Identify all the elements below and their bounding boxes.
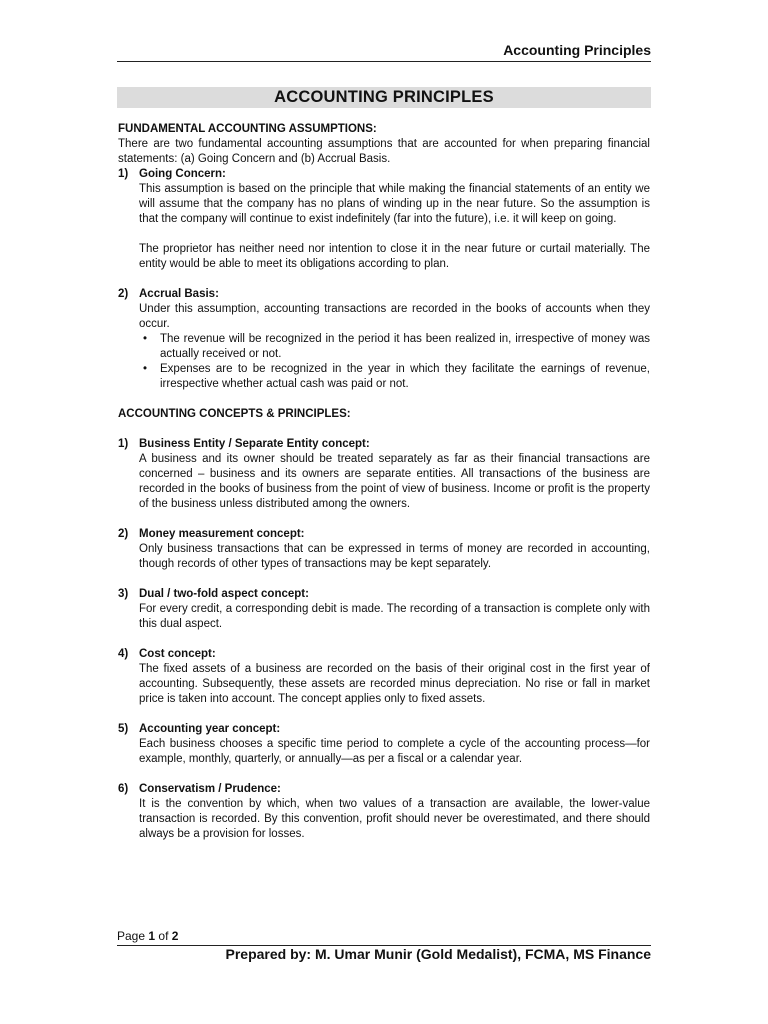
item-number: 1)	[118, 438, 129, 450]
item-paragraph: Each business chooses a specific time period to complete a cycle of the accounting process—for example, monthly, quarterly, or annually—as per a fiscal or a calendar year.	[139, 738, 650, 765]
prepared-by: Prepared by: M. Umar Munir (Gold Medalist), FCMA, MS Finance	[225, 946, 651, 962]
item-paragraph: Only business transactions that can be expressed in terms of money are recorded in accounting, though records of other types of transactions may be kept separately.	[139, 543, 650, 570]
assumption-item-going-concern	[118, 167, 650, 272]
page-number	[117, 929, 178, 943]
bullet-icon: •	[143, 333, 148, 345]
list-item	[139, 362, 650, 392]
item-number: 2)	[118, 528, 129, 540]
concept-item-accounting-year	[118, 722, 650, 767]
bullet-text: The revenue will be recognized in the period it has been realized in, irrespective of money was actually received or not.	[160, 333, 650, 360]
section-heading-concepts: ACCOUNTING CONCEPTS & PRINCIPLES:	[118, 408, 351, 420]
page-word: Page	[117, 929, 146, 943]
item-paragraph: It is the convention by which, when two values of a transaction are available, the lower-value transaction is recorded. By this convention, profit should never be overestimated, and there should always be a provision for losses.	[139, 798, 650, 840]
item-number: 1)	[118, 168, 129, 180]
concept-item-cost	[118, 647, 650, 707]
item-heading: Accounting year concept:	[139, 723, 281, 735]
item-number: 2)	[118, 288, 129, 300]
item-paragraph: The fixed assets of a business are recorded on the basis of their original cost in the first year of accounting. Subsequently, these assets are recorded minus depreciation. No rise or fall in market price is taken into account. The concept applies only to fixed assets.	[139, 663, 650, 705]
item-paragraph: Under this assumption, accounting transactions are recorded in the books of accounts when they occur.	[139, 303, 650, 330]
item-heading: Cost concept:	[139, 648, 216, 660]
section-heading-assumptions: FUNDAMENTAL ACCOUNTING ASSUMPTIONS:	[118, 123, 377, 135]
item-number: 4)	[118, 648, 129, 660]
assumption-item-accrual-basis	[118, 287, 650, 392]
assumptions-intro: There are two fundamental accounting assumptions that are accounted for when preparing financial statements: (a) Going Concern and (b) Accrual Basis.	[118, 138, 650, 165]
list-item	[139, 332, 650, 362]
item-number: 3)	[118, 588, 129, 600]
item-paragraph: The proprietor has neither need nor intention to close it in the near future or curtail materially. The entity would be able to meet its obligations according to plan.	[139, 243, 650, 270]
item-heading: Business Entity / Separate Entity concept:	[139, 438, 370, 450]
concept-item-dual-aspect	[118, 587, 650, 632]
bullet-list	[139, 332, 650, 392]
concept-item-conservatism	[118, 782, 650, 842]
item-heading: Conservatism / Prudence:	[139, 783, 281, 795]
header-rule	[117, 61, 651, 62]
concept-item-money-measurement	[118, 527, 650, 572]
bullet-icon: •	[143, 363, 148, 375]
running-header: Accounting Principles	[503, 42, 651, 58]
page-of: of	[158, 929, 169, 943]
item-paragraph: This assumption is based on the principle that while making the financial statements of an entity we will assume that the company has no plans of winding up in the near future. So the assumption is that the company will continue to exist indefinitely (far into the future), i.e. it will keep on going.	[139, 183, 650, 225]
item-number: 5)	[118, 723, 129, 735]
page-current: 1	[148, 929, 156, 943]
item-paragraph: For every credit, a corresponding debit is made. The recording of a transaction is complete only with this dual aspect.	[139, 603, 650, 630]
item-heading: Money measurement concept:	[139, 528, 305, 540]
item-paragraph: A business and its owner should be treated separately as far as their financial transactions are concerned – business and its owners are separate entities. All transactions of the business are recorded in the books of business from the point of view of business. Income or profit is the property of the business unless distributed among the owners.	[139, 453, 650, 510]
document-body	[118, 122, 650, 857]
item-heading: Going Concern:	[139, 168, 226, 180]
concept-item-business-entity	[118, 437, 650, 512]
item-heading: Dual / two-fold aspect concept:	[139, 588, 309, 600]
item-number: 6)	[118, 783, 129, 795]
item-heading: Accrual Basis:	[139, 288, 219, 300]
bullet-text: Expenses are to be recognized in the year in which they facilitate the earnings of revenue, irrespective whether actual cash was paid or not.	[160, 363, 650, 390]
page-total: 2	[171, 929, 179, 943]
page-title: ACCOUNTING PRINCIPLES	[117, 87, 651, 108]
